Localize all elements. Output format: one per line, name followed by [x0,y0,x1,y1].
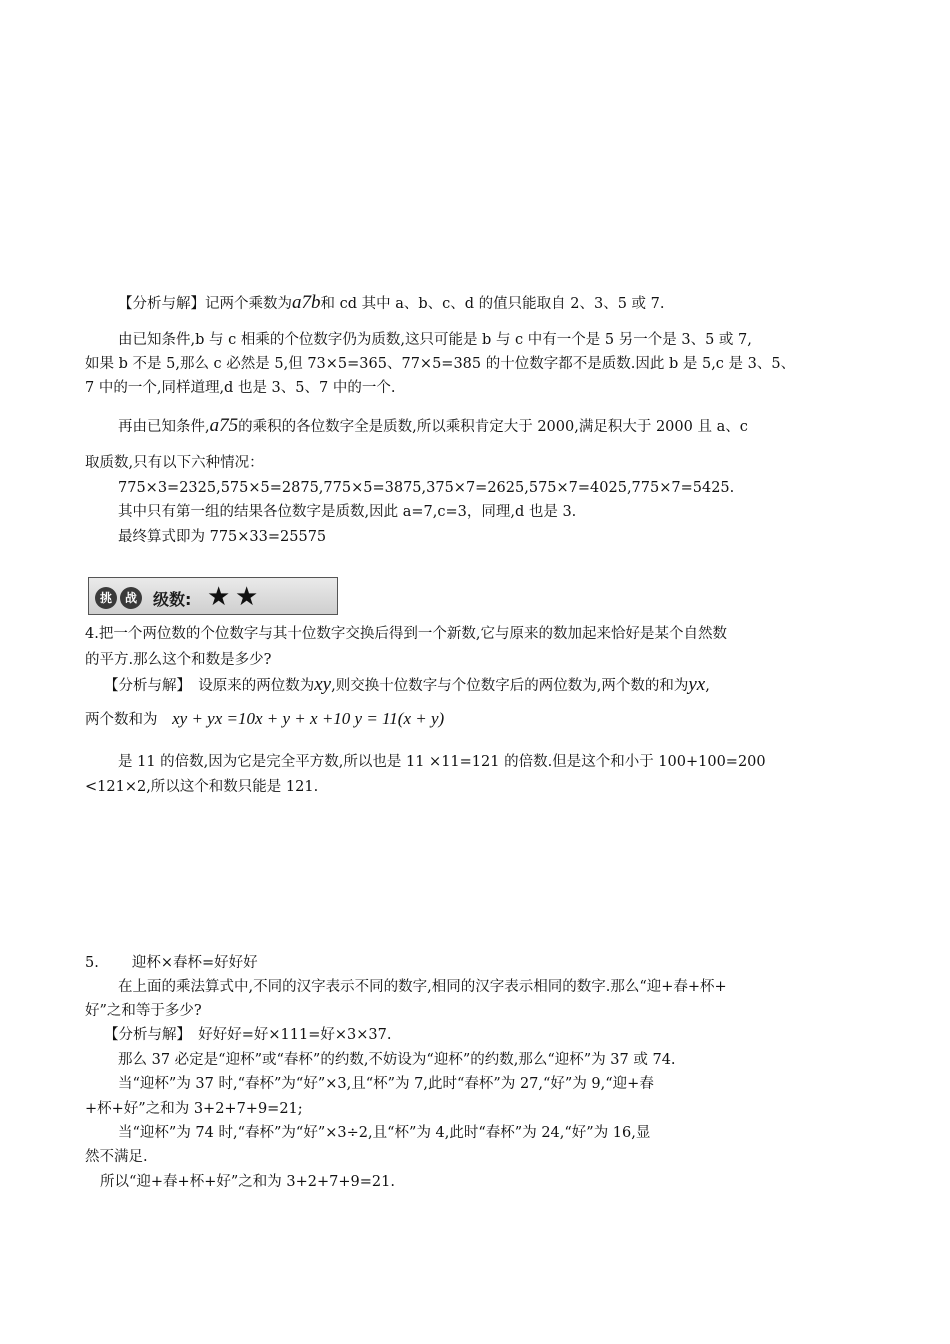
q5-number: 5. [85,955,99,971]
sec3-l1-var: a7b [292,292,321,313]
q4-a1-text-b: ,则交换十位数字与个位数字后的两位数为,两个数的和为 [331,678,689,694]
q5-answer-7: 所以“迎+春+杯+好”之和为 3+2+7+9=21. [100,1174,395,1190]
sec3-p2-line-1: 由已知条件,b 与 c 相乘的个位数字仍为质数,这只可能是 b 与 c 中有一个是 5 另一个是 3、5 或 7, [118,332,752,348]
sec3-p2-line-3: 7 中的一个,同样道理,d 也是 3、5、7 中的一个. [85,380,396,396]
sec3-only: 其中只有第一组的结果各位数字是质数,因此 a=7,c=3，同理,d 也是 3. [118,504,577,520]
q4-a1-var-2: yx [688,674,706,695]
q4-a1-text-c: , [705,678,710,694]
sec3-p3-line-1 [118,416,748,437]
q4-answer-line-4: <121×2,所以这个和数只能是 121. [85,779,319,795]
star-icon: ★ [207,582,231,612]
q4-answer-line-3: 是 11 的倍数,因为它是完全平方数,所以也是 11 ×11=121 的倍数.但是这个和小于 100+100=200 [118,754,766,770]
sec3-p3-var: a75 [209,415,239,436]
q5-answer-5: 当“迎杯”为 74 时,“春杯”为“好”×3÷2,且“杯”为 4,此时“春杯”为 24,“好”为 16,显 [118,1125,651,1141]
challenge-level-badge [88,577,338,615]
level-label: 级数: [153,590,192,609]
sec3-p2-line-2: 如果 b 不是 5,那么 c 必然是 5,但 73×5=365、77×5=385 的十位数字都不是质数.因此 b 是 5,c 是 3、5、 [85,356,796,372]
q5-answer-6: 然不满足. [85,1149,148,1165]
q5-answer-2: 那么 37 必定是“迎杯”或“春杯”的约数,不妨设为“迎杯”的约数,那么“迎杯”为 37 或 74. [118,1052,676,1068]
q5-heading [85,953,258,973]
q4-line-1: 4.把一个两位数的个位数字与其十位数字交换后得到一个新数,它与原来的数加起来恰好是某个自然数 [85,626,727,642]
q4-answer-line-2 [85,709,444,730]
q4-a1-text: 【分析与解】 设原来的两位数为 [104,678,315,694]
q5-line-1: 在上面的乘法算式中,不同的汉字表示不同的数字,相同的汉字表示相同的数字.那么“迎+春+杯+ [118,979,727,995]
sec3-p3-line-2: 取质数,只有以下六种情况： [85,455,264,471]
q5-line-2: 好”之和等于多少? [85,1003,202,1019]
q5-answer-3: 当“迎杯”为 37 时,“春杯”为“好”×3,且“杯”为 7,此时“春杯”为 27,“好”为 9,“迎+春 [118,1076,654,1092]
sec3-p3-text-b: 的乘积的各位数字全是质数,所以乘积肯定大于 2000,满足积大于 2000 且 a、c [238,419,748,435]
sec3-line-1 [118,293,665,314]
q5-title: 迎杯×春杯=好好好 [131,955,258,971]
q4-line-2: 的平方.那么这个和数是多少? [85,652,272,668]
sec3-l1-text-b: 和 cd 其中 a、b、c、d 的值只能取自 2、3、5 或 7. [320,296,665,312]
challenge-char-1: 挑 [95,587,117,609]
q4-a1-var: xy [314,674,332,695]
q4-answer-line-1 [104,675,710,696]
q5-answer-1: 【分析与解】 好好好=好×111=好×3×37. [104,1027,392,1043]
q5-answer-4: +杯+好”之和为 3+2+7+9=21; [85,1101,303,1117]
q4-a2-text: 两个数和为 [85,712,158,728]
sec3-final: 最终算式即为 775×33=25575 [118,529,327,545]
challenge-char-2: 战 [120,587,142,609]
sec3-cases: 775×3=2325,575×5=2875,775×5=3875,375×7=2625,575×7=4025,775×7=5425. [118,480,735,496]
q4-equation: xy + yx =10x + y + x +10 y = 11(x + y) [172,709,445,728]
sec3-p3-text-a: 再由已知条件, [118,419,210,435]
sec3-l1-text-a: 【分析与解】记两个乘数为 [118,296,292,312]
star-icon: ★ [235,582,259,612]
